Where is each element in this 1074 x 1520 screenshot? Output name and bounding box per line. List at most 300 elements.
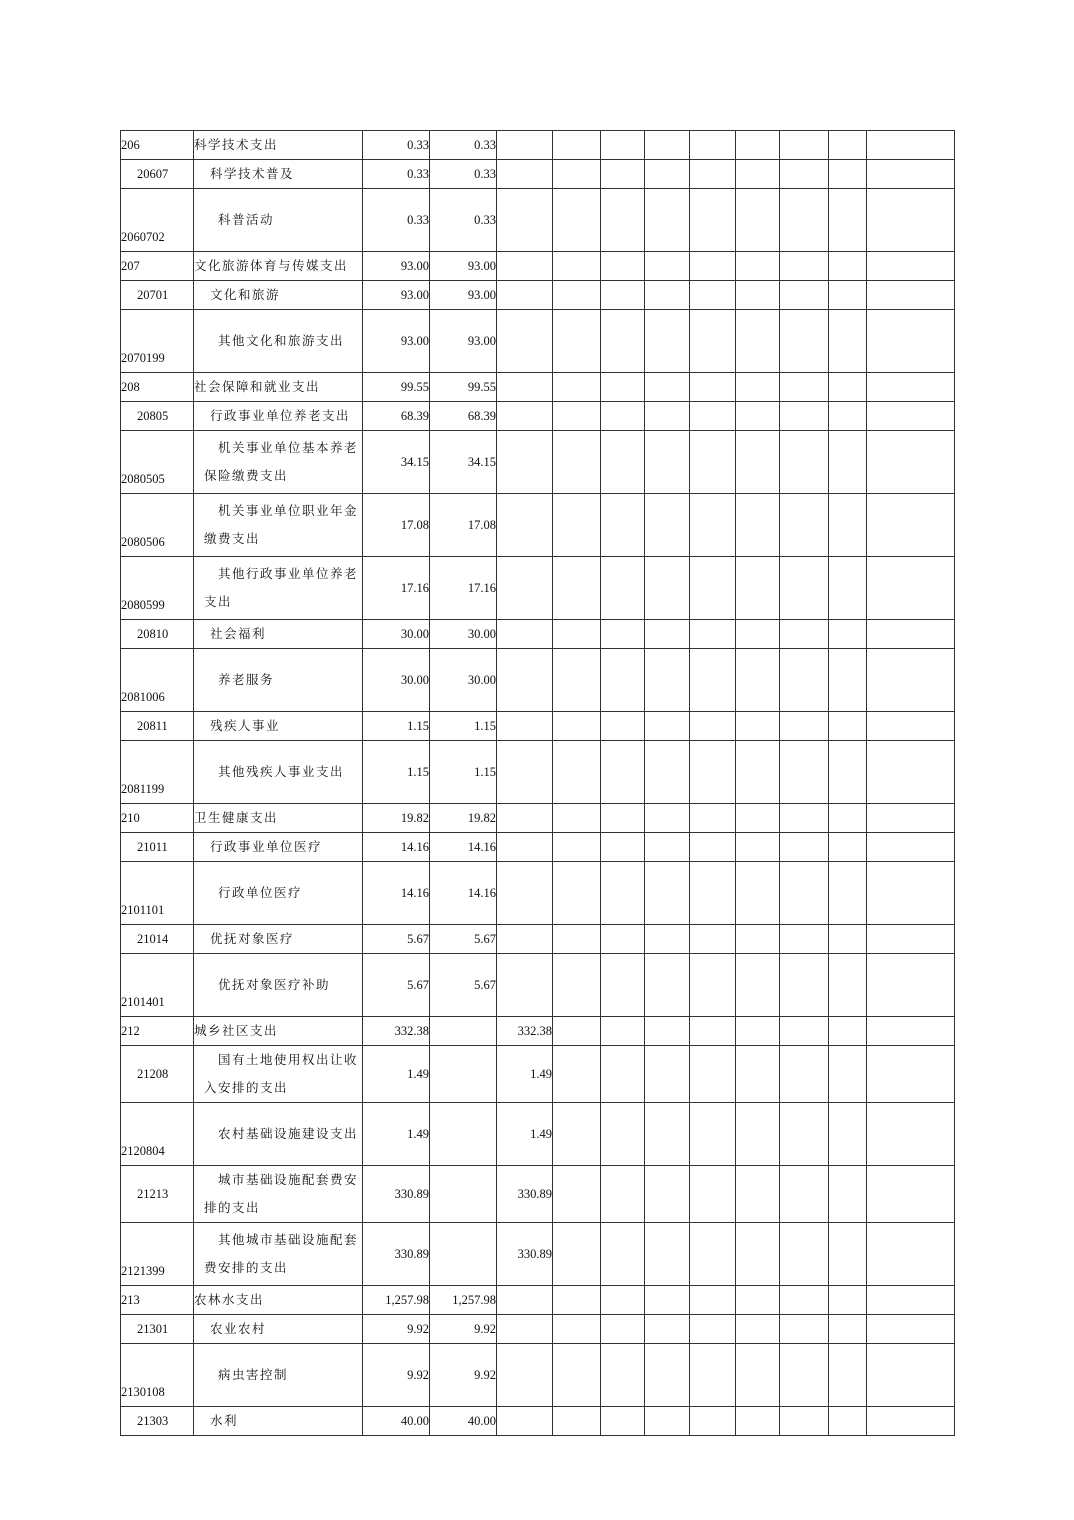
- empty-cell: [601, 862, 645, 925]
- empty-cell: [736, 1017, 780, 1046]
- subject-code-cell: 2081199: [121, 741, 194, 804]
- empty-cell: [736, 1344, 780, 1407]
- empty-cell: [736, 1046, 780, 1103]
- empty-cell: [553, 954, 601, 1017]
- fund-amount-cell: [497, 804, 553, 833]
- subject-code-cell: 212: [121, 1017, 194, 1046]
- empty-cell: [829, 431, 867, 494]
- empty-cell: [829, 189, 867, 252]
- empty-cell: [690, 373, 736, 402]
- table-row: [121, 373, 955, 402]
- empty-cell: [736, 402, 780, 431]
- general-amount-cell: 1.15: [430, 712, 497, 741]
- total-amount-cell: 99.55: [363, 373, 430, 402]
- subject-code-cell: 2081006: [121, 649, 194, 712]
- empty-cell: [553, 431, 601, 494]
- empty-cell: [601, 252, 645, 281]
- empty-cell: [601, 649, 645, 712]
- empty-cell: [867, 373, 955, 402]
- empty-cell: [601, 741, 645, 804]
- empty-cell: [780, 431, 829, 494]
- general-amount-cell: 5.67: [430, 925, 497, 954]
- fund-amount-cell: [497, 1344, 553, 1407]
- empty-cell: [645, 649, 690, 712]
- total-amount-cell: 14.16: [363, 862, 430, 925]
- empty-cell: [645, 741, 690, 804]
- total-amount-cell: 93.00: [363, 281, 430, 310]
- empty-cell: [780, 649, 829, 712]
- empty-cell: [645, 1223, 690, 1286]
- fund-amount-cell: [497, 494, 553, 557]
- empty-cell: [736, 925, 780, 954]
- total-amount-cell: 0.33: [363, 131, 430, 160]
- empty-cell: [736, 1315, 780, 1344]
- empty-cell: [736, 1407, 780, 1436]
- general-amount-cell: [430, 1223, 497, 1286]
- total-amount-cell: 14.16: [363, 833, 430, 862]
- fund-amount-cell: [497, 189, 553, 252]
- empty-cell: [780, 1223, 829, 1286]
- empty-cell: [829, 557, 867, 620]
- fund-amount-cell: 1.49: [497, 1103, 553, 1166]
- total-amount-cell: 93.00: [363, 252, 430, 281]
- empty-cell: [601, 1166, 645, 1223]
- empty-cell: [601, 310, 645, 373]
- table-row: [121, 833, 955, 862]
- table-row: [121, 649, 955, 712]
- empty-cell: [780, 189, 829, 252]
- subject-name-cell: 行政事业单位养老支出: [194, 402, 363, 431]
- empty-cell: [780, 557, 829, 620]
- total-amount-cell: 17.16: [363, 557, 430, 620]
- empty-cell: [690, 557, 736, 620]
- general-amount-cell: 9.92: [430, 1344, 497, 1407]
- empty-cell: [690, 431, 736, 494]
- general-amount-cell: 30.00: [430, 649, 497, 712]
- empty-cell: [690, 1344, 736, 1407]
- empty-cell: [867, 741, 955, 804]
- table-row: [121, 402, 955, 431]
- empty-cell: [601, 1046, 645, 1103]
- empty-cell: [601, 833, 645, 862]
- empty-cell: [690, 281, 736, 310]
- empty-cell: [736, 131, 780, 160]
- table-row: [121, 1046, 955, 1103]
- subject-name-cell: 社会保障和就业支出: [194, 373, 363, 402]
- empty-cell: [690, 804, 736, 833]
- empty-cell: [645, 252, 690, 281]
- total-amount-cell: 1.15: [363, 741, 430, 804]
- empty-cell: [645, 131, 690, 160]
- table-row: [121, 1223, 955, 1286]
- empty-cell: [867, 1166, 955, 1223]
- empty-cell: [553, 373, 601, 402]
- subject-code-cell: 2120804: [121, 1103, 194, 1166]
- empty-cell: [645, 557, 690, 620]
- total-amount-cell: 34.15: [363, 431, 430, 494]
- empty-cell: [645, 1017, 690, 1046]
- empty-cell: [645, 431, 690, 494]
- table-row: [121, 1286, 955, 1315]
- empty-cell: [736, 189, 780, 252]
- empty-cell: [867, 252, 955, 281]
- empty-cell: [867, 1407, 955, 1436]
- empty-cell: [645, 862, 690, 925]
- empty-cell: [780, 862, 829, 925]
- general-amount-cell: 68.39: [430, 402, 497, 431]
- total-amount-cell: 68.39: [363, 402, 430, 431]
- subject-name-cell: 卫生健康支出: [194, 804, 363, 833]
- empty-cell: [601, 281, 645, 310]
- total-amount-cell: 40.00: [363, 1407, 430, 1436]
- empty-cell: [780, 1046, 829, 1103]
- empty-cell: [867, 494, 955, 557]
- empty-cell: [829, 1223, 867, 1286]
- empty-cell: [690, 1407, 736, 1436]
- empty-cell: [867, 1315, 955, 1344]
- empty-cell: [601, 373, 645, 402]
- empty-cell: [780, 954, 829, 1017]
- subject-name-cell: 国有土地使用权出让收入安排的支出: [194, 1046, 363, 1103]
- total-amount-cell: 19.82: [363, 804, 430, 833]
- empty-cell: [829, 1166, 867, 1223]
- table-row: [121, 1344, 955, 1407]
- empty-cell: [829, 804, 867, 833]
- empty-cell: [553, 1166, 601, 1223]
- empty-cell: [829, 373, 867, 402]
- empty-cell: [690, 402, 736, 431]
- total-amount-cell: 5.67: [363, 954, 430, 1017]
- empty-cell: [867, 649, 955, 712]
- fund-amount-cell: [497, 862, 553, 925]
- total-amount-cell: 93.00: [363, 310, 430, 373]
- empty-cell: [780, 402, 829, 431]
- fund-amount-cell: [497, 1315, 553, 1344]
- empty-cell: [780, 131, 829, 160]
- subject-code-cell: 2060702: [121, 189, 194, 252]
- empty-cell: [829, 954, 867, 1017]
- empty-cell: [601, 1286, 645, 1315]
- general-amount-cell: [430, 1017, 497, 1046]
- empty-cell: [867, 1017, 955, 1046]
- empty-cell: [645, 160, 690, 189]
- empty-cell: [867, 804, 955, 833]
- table-row: [121, 712, 955, 741]
- total-amount-cell: 1.15: [363, 712, 430, 741]
- empty-cell: [829, 160, 867, 189]
- empty-cell: [829, 252, 867, 281]
- subject-name-cell: 文化和旅游: [194, 281, 363, 310]
- subject-code-cell: 213: [121, 1286, 194, 1315]
- empty-cell: [867, 925, 955, 954]
- table-row: [121, 1166, 955, 1223]
- empty-cell: [736, 494, 780, 557]
- table-row: [121, 1017, 955, 1046]
- subject-name-cell: 文化旅游体育与传媒支出: [194, 252, 363, 281]
- general-amount-cell: 9.92: [430, 1315, 497, 1344]
- empty-cell: [690, 862, 736, 925]
- subject-code-cell: 21208: [121, 1046, 194, 1103]
- empty-cell: [690, 310, 736, 373]
- general-amount-cell: [430, 1046, 497, 1103]
- fund-amount-cell: [497, 252, 553, 281]
- empty-cell: [690, 741, 736, 804]
- subject-code-cell: 21301: [121, 1315, 194, 1344]
- subject-code-cell: 207: [121, 252, 194, 281]
- empty-cell: [690, 1286, 736, 1315]
- empty-cell: [780, 712, 829, 741]
- empty-cell: [736, 833, 780, 862]
- empty-cell: [867, 1103, 955, 1166]
- empty-cell: [829, 741, 867, 804]
- empty-cell: [867, 402, 955, 431]
- empty-cell: [829, 1315, 867, 1344]
- empty-cell: [553, 925, 601, 954]
- fund-amount-cell: [497, 620, 553, 649]
- empty-cell: [690, 160, 736, 189]
- total-amount-cell: 30.00: [363, 620, 430, 649]
- empty-cell: [601, 557, 645, 620]
- empty-cell: [601, 494, 645, 557]
- empty-cell: [690, 1315, 736, 1344]
- empty-cell: [829, 310, 867, 373]
- empty-cell: [553, 402, 601, 431]
- subject-name-cell: 农林水支出: [194, 1286, 363, 1315]
- subject-code-cell: 208: [121, 373, 194, 402]
- total-amount-cell: 332.38: [363, 1017, 430, 1046]
- empty-cell: [780, 1286, 829, 1315]
- empty-cell: [553, 557, 601, 620]
- table-row: [121, 557, 955, 620]
- table-row: [121, 925, 955, 954]
- empty-cell: [690, 712, 736, 741]
- empty-cell: [690, 1046, 736, 1103]
- empty-cell: [645, 310, 690, 373]
- empty-cell: [736, 1166, 780, 1223]
- subject-name-cell: 城乡社区支出: [194, 1017, 363, 1046]
- table-row: [121, 431, 955, 494]
- empty-cell: [736, 557, 780, 620]
- empty-cell: [736, 252, 780, 281]
- empty-cell: [867, 1223, 955, 1286]
- empty-cell: [553, 131, 601, 160]
- subject-name-cell: 机关事业单位基本养老保险缴费支出: [194, 431, 363, 494]
- empty-cell: [645, 620, 690, 649]
- empty-cell: [553, 160, 601, 189]
- empty-cell: [736, 1286, 780, 1315]
- empty-cell: [867, 160, 955, 189]
- empty-cell: [553, 1315, 601, 1344]
- empty-cell: [780, 160, 829, 189]
- total-amount-cell: 0.33: [363, 160, 430, 189]
- subject-name-cell: 农村基础设施建设支出: [194, 1103, 363, 1166]
- subject-code-cell: 20811: [121, 712, 194, 741]
- table-row: [121, 804, 955, 833]
- table-row: [121, 160, 955, 189]
- subject-code-cell: 20805: [121, 402, 194, 431]
- empty-cell: [645, 712, 690, 741]
- empty-cell: [553, 1344, 601, 1407]
- empty-cell: [736, 1223, 780, 1286]
- empty-cell: [780, 1017, 829, 1046]
- table-row: [121, 281, 955, 310]
- general-amount-cell: 17.08: [430, 494, 497, 557]
- table-row: [121, 620, 955, 649]
- subject-code-cell: 2101401: [121, 954, 194, 1017]
- subject-name-cell: 残疾人事业: [194, 712, 363, 741]
- subject-name-cell: 其他行政事业单位养老支出: [194, 557, 363, 620]
- empty-cell: [736, 649, 780, 712]
- empty-cell: [601, 1223, 645, 1286]
- empty-cell: [553, 620, 601, 649]
- subject-name-cell: 其他城市基础设施配套费安排的支出: [194, 1223, 363, 1286]
- empty-cell: [867, 954, 955, 1017]
- empty-cell: [736, 1103, 780, 1166]
- table-row: [121, 131, 955, 160]
- empty-cell: [601, 1103, 645, 1166]
- fund-amount-cell: [497, 557, 553, 620]
- fund-amount-cell: 330.89: [497, 1166, 553, 1223]
- empty-cell: [867, 1046, 955, 1103]
- empty-cell: [780, 1103, 829, 1166]
- general-amount-cell: 5.67: [430, 954, 497, 1017]
- empty-cell: [867, 620, 955, 649]
- empty-cell: [601, 160, 645, 189]
- empty-cell: [690, 1103, 736, 1166]
- subject-code-cell: 2101101: [121, 862, 194, 925]
- empty-cell: [601, 131, 645, 160]
- subject-code-cell: 2130108: [121, 1344, 194, 1407]
- total-amount-cell: 17.08: [363, 494, 430, 557]
- empty-cell: [829, 712, 867, 741]
- empty-cell: [829, 649, 867, 712]
- empty-cell: [780, 252, 829, 281]
- subject-name-cell: 其他文化和旅游支出: [194, 310, 363, 373]
- empty-cell: [736, 620, 780, 649]
- subject-code-cell: 2080506: [121, 494, 194, 557]
- empty-cell: [780, 1166, 829, 1223]
- subject-name-cell: 水利: [194, 1407, 363, 1436]
- empty-cell: [645, 1046, 690, 1103]
- total-amount-cell: 9.92: [363, 1315, 430, 1344]
- table-row: [121, 862, 955, 925]
- empty-cell: [736, 804, 780, 833]
- empty-cell: [553, 494, 601, 557]
- general-amount-cell: [430, 1103, 497, 1166]
- empty-cell: [690, 1223, 736, 1286]
- fund-amount-cell: [497, 925, 553, 954]
- table-row: [121, 741, 955, 804]
- empty-cell: [829, 1017, 867, 1046]
- empty-cell: [645, 833, 690, 862]
- empty-cell: [553, 189, 601, 252]
- empty-cell: [690, 833, 736, 862]
- budget-table: [120, 130, 955, 1436]
- subject-name-cell: 农业农村: [194, 1315, 363, 1344]
- empty-cell: [601, 1407, 645, 1436]
- fund-amount-cell: [497, 160, 553, 189]
- general-amount-cell: 1,257.98: [430, 1286, 497, 1315]
- general-amount-cell: 99.55: [430, 373, 497, 402]
- empty-cell: [829, 1344, 867, 1407]
- empty-cell: [690, 252, 736, 281]
- subject-code-cell: 2121399: [121, 1223, 194, 1286]
- total-amount-cell: 5.67: [363, 925, 430, 954]
- fund-amount-cell: [497, 431, 553, 494]
- general-amount-cell: 17.16: [430, 557, 497, 620]
- empty-cell: [601, 620, 645, 649]
- empty-cell: [829, 1103, 867, 1166]
- empty-cell: [645, 804, 690, 833]
- empty-cell: [601, 1315, 645, 1344]
- general-amount-cell: 14.16: [430, 862, 497, 925]
- empty-cell: [690, 1017, 736, 1046]
- total-amount-cell: 9.92: [363, 1344, 430, 1407]
- empty-cell: [736, 431, 780, 494]
- total-amount-cell: 330.89: [363, 1223, 430, 1286]
- subject-code-cell: 2070199: [121, 310, 194, 373]
- subject-code-cell: 21303: [121, 1407, 194, 1436]
- empty-cell: [829, 833, 867, 862]
- empty-cell: [601, 402, 645, 431]
- empty-cell: [645, 1286, 690, 1315]
- empty-cell: [736, 373, 780, 402]
- total-amount-cell: 1.49: [363, 1046, 430, 1103]
- empty-cell: [690, 189, 736, 252]
- empty-cell: [780, 620, 829, 649]
- total-amount-cell: 1.49: [363, 1103, 430, 1166]
- empty-cell: [867, 431, 955, 494]
- table-row: [121, 310, 955, 373]
- empty-cell: [867, 310, 955, 373]
- subject-code-cell: 2080599: [121, 557, 194, 620]
- empty-cell: [780, 1344, 829, 1407]
- empty-cell: [780, 804, 829, 833]
- empty-cell: [601, 712, 645, 741]
- subject-code-cell: 21011: [121, 833, 194, 862]
- general-amount-cell: 0.33: [430, 131, 497, 160]
- general-amount-cell: 93.00: [430, 310, 497, 373]
- empty-cell: [553, 1046, 601, 1103]
- subject-code-cell: 206: [121, 131, 194, 160]
- empty-cell: [553, 862, 601, 925]
- empty-cell: [867, 131, 955, 160]
- subject-name-cell: 优抚对象医疗补助: [194, 954, 363, 1017]
- subject-name-cell: 养老服务: [194, 649, 363, 712]
- empty-cell: [645, 402, 690, 431]
- empty-cell: [553, 712, 601, 741]
- subject-name-cell: 科学技术普及: [194, 160, 363, 189]
- empty-cell: [690, 649, 736, 712]
- general-amount-cell: 40.00: [430, 1407, 497, 1436]
- total-amount-cell: 330.89: [363, 1166, 430, 1223]
- empty-cell: [645, 1407, 690, 1436]
- empty-cell: [553, 804, 601, 833]
- empty-cell: [645, 954, 690, 1017]
- subject-code-cell: 21213: [121, 1166, 194, 1223]
- subject-name-cell: 病虫害控制: [194, 1344, 363, 1407]
- total-amount-cell: 0.33: [363, 189, 430, 252]
- subject-code-cell: 20607: [121, 160, 194, 189]
- table-row: [121, 954, 955, 1017]
- subject-code-cell: 2080505: [121, 431, 194, 494]
- empty-cell: [645, 189, 690, 252]
- empty-cell: [736, 741, 780, 804]
- table-row: [121, 189, 955, 252]
- general-amount-cell: 93.00: [430, 281, 497, 310]
- empty-cell: [553, 1103, 601, 1166]
- empty-cell: [829, 402, 867, 431]
